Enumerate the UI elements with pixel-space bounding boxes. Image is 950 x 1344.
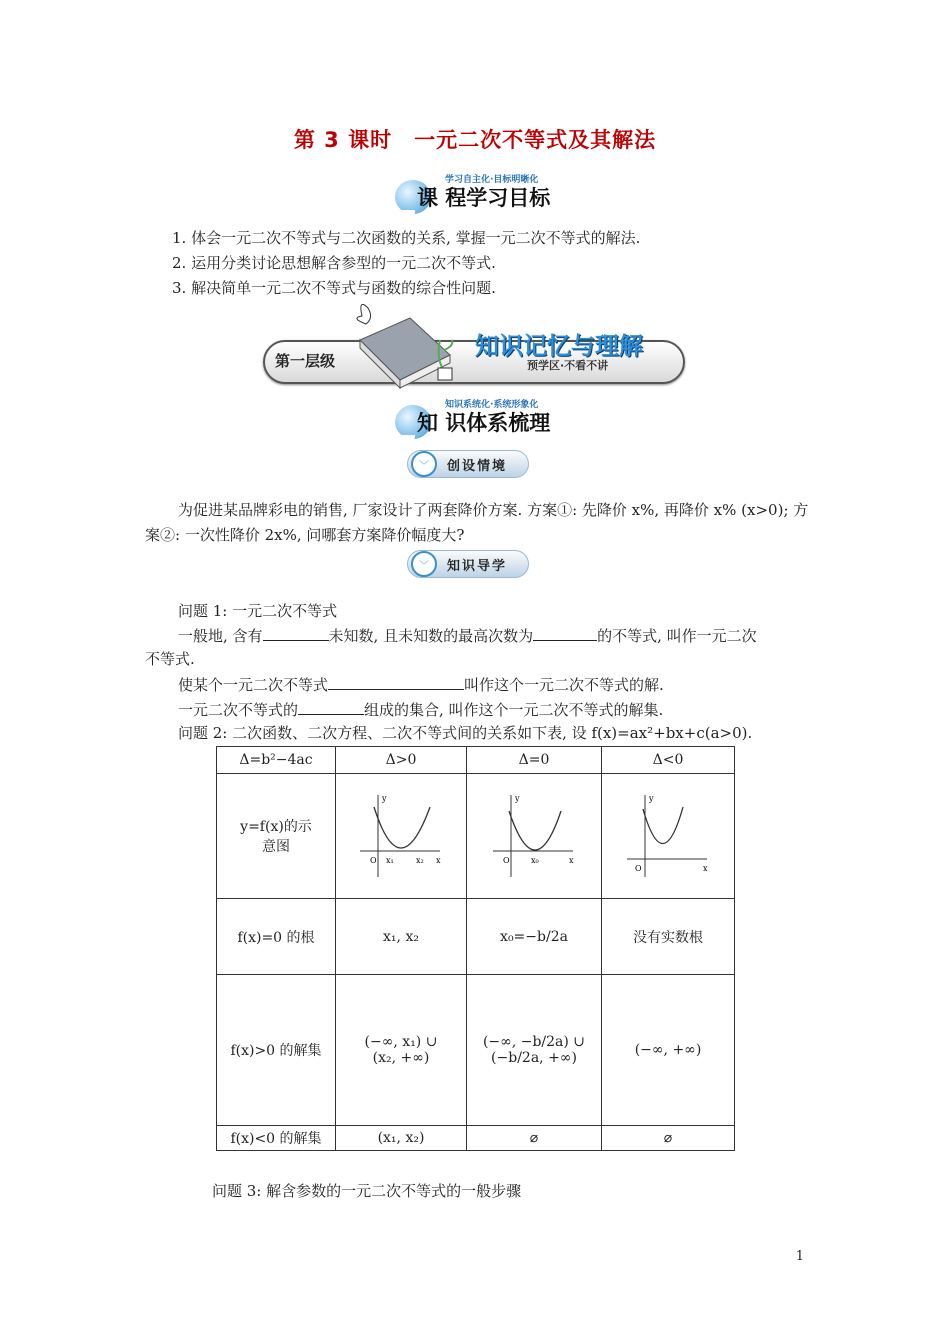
graph-cell bbox=[336, 774, 467, 899]
guide-pill bbox=[407, 550, 529, 578]
banner-title: 知识记忆与理解 bbox=[475, 332, 643, 360]
table-cell: ⌀ bbox=[602, 1126, 735, 1151]
guide-pill-label: 知识导学 bbox=[447, 558, 508, 574]
axis-label-x: x bbox=[569, 856, 574, 865]
table-cell: x₀=−b/2a bbox=[467, 899, 602, 975]
book-butterfly-icon bbox=[340, 300, 470, 390]
parabola-two-roots-graph bbox=[356, 789, 446, 879]
q2-text: 问题 2: 二次函数、二次方程、二次不等式间的关系如下表, 设 f(x)=ax²+bx+c(a>0). bbox=[178, 724, 753, 742]
q1-line1-cont: 不等式. bbox=[145, 650, 195, 668]
page-title: 第 3 课时 一元二次不等式及其解法 bbox=[293, 128, 657, 152]
goal-2: 2. 运用分类讨论思想解含参型的一元二次不等式. bbox=[172, 254, 496, 272]
axis-label-x: x bbox=[703, 864, 708, 873]
chevron-down-icon: ﹀ bbox=[411, 451, 437, 477]
table-cell: (x₁, x₂) bbox=[336, 1126, 467, 1151]
table-row-label: f(x)<0 的解集 bbox=[217, 1126, 336, 1151]
axis-label-x: x bbox=[436, 856, 441, 865]
table-cell: ⌀ bbox=[467, 1126, 602, 1151]
table-header: Δ=0 bbox=[467, 747, 602, 774]
origin-label: O bbox=[635, 864, 642, 873]
root-label: x₁ bbox=[386, 856, 394, 865]
q1-text: 一般地, 含有 bbox=[178, 627, 263, 645]
goal-1: 1. 体会一元二次不等式与二次函数的关系, 掌握一元二次不等式的解法. bbox=[172, 229, 641, 247]
scenario-pill-label: 创设情境 bbox=[447, 458, 508, 474]
knowledge-system-subtitle: 知识系统化·系统形象化 bbox=[445, 400, 539, 410]
relation-table bbox=[216, 746, 735, 1151]
chevron-down-icon: ﹀ bbox=[411, 551, 437, 577]
axis-label-y: y bbox=[515, 794, 520, 803]
table-header: Δ>0 bbox=[336, 747, 467, 774]
parabola-one-root-graph bbox=[489, 789, 579, 879]
table-cell: (−∞, +∞) bbox=[602, 975, 735, 1126]
scenario-text: 为促进某品牌彩电的销售, 厂家设计了两套降价方案. 方案①: 先降价 x%, 再降价 x% (x>0); 方案②: 一次性降价 2x%, 问哪套方案降价幅度大? bbox=[145, 501, 809, 544]
table-cell: 没有实数根 bbox=[602, 899, 735, 975]
q1-text: 叫作这个一元二次不等式的解. bbox=[464, 676, 664, 694]
table-header: Δ=b²−4ac bbox=[217, 747, 336, 774]
q1-text: 组成的集合, 叫作这个一元二次不等式的解集. bbox=[364, 701, 664, 719]
q1-text: 一元二次不等式的 bbox=[178, 701, 299, 719]
root-label: x₂ bbox=[416, 856, 424, 865]
fill-blank[interactable] bbox=[263, 624, 329, 641]
table-cell: (−∞, −b/2a) ∪ (−b/2a, +∞) bbox=[467, 975, 602, 1126]
graph-cell bbox=[467, 774, 602, 899]
course-goals-header bbox=[395, 170, 575, 214]
table-cell: x₁, x₂ bbox=[336, 899, 467, 975]
table-header: Δ<0 bbox=[602, 747, 735, 774]
origin-label: O bbox=[503, 856, 510, 865]
course-goals-subtitle: 学习自主化·目标明晰化 bbox=[445, 175, 539, 185]
fill-blank[interactable] bbox=[533, 624, 597, 641]
q1-text: 的不等式, 叫作一元二次 bbox=[597, 627, 757, 645]
q1-text: 使某个一元二次不等式 bbox=[178, 676, 329, 694]
q1-text: 未知数, 且未知数的最高次数为 bbox=[328, 627, 534, 645]
q3-text: 问题 3: 解含参数的一元二次不等式的一般步骤 bbox=[212, 1182, 522, 1200]
fill-blank[interactable] bbox=[328, 673, 464, 690]
root-label: x₀ bbox=[531, 856, 539, 865]
banner-subtitle: 预学区·不看不讲 bbox=[527, 359, 609, 372]
knowledge-system-header bbox=[395, 395, 575, 439]
axis-label-y: y bbox=[649, 794, 654, 803]
course-goals-title: 课 程学习目标 bbox=[417, 186, 551, 210]
fill-blank[interactable] bbox=[298, 698, 364, 715]
knowledge-system-title: 知 识体系梳理 bbox=[417, 411, 551, 435]
graph-cell bbox=[602, 774, 735, 899]
origin-label: O bbox=[370, 856, 377, 865]
table-cell: (−∞, x₁) ∪ (x₂, +∞) bbox=[336, 975, 467, 1126]
q1-line3 bbox=[178, 698, 663, 721]
axis-label-y: y bbox=[382, 794, 387, 803]
parabola-no-root-graph bbox=[623, 789, 713, 879]
goal-3: 3. 解决简单一元二次不等式与函数的综合性问题. bbox=[172, 279, 496, 297]
q1-line2 bbox=[178, 673, 664, 696]
q1-heading: 问题 1: 一元二次不等式 bbox=[178, 602, 338, 620]
table-row-label: y=f(x)的示意图 bbox=[217, 774, 336, 899]
table-row-label: f(x)=0 的根 bbox=[217, 899, 336, 975]
table-row-label: f(x)>0 的解集 bbox=[217, 975, 336, 1126]
level-label: 第一层级 bbox=[275, 352, 336, 370]
q1-line1 bbox=[178, 624, 757, 647]
scenario-pill bbox=[407, 450, 529, 478]
page-number: 1 bbox=[795, 1249, 804, 1264]
level-banner bbox=[263, 332, 685, 384]
